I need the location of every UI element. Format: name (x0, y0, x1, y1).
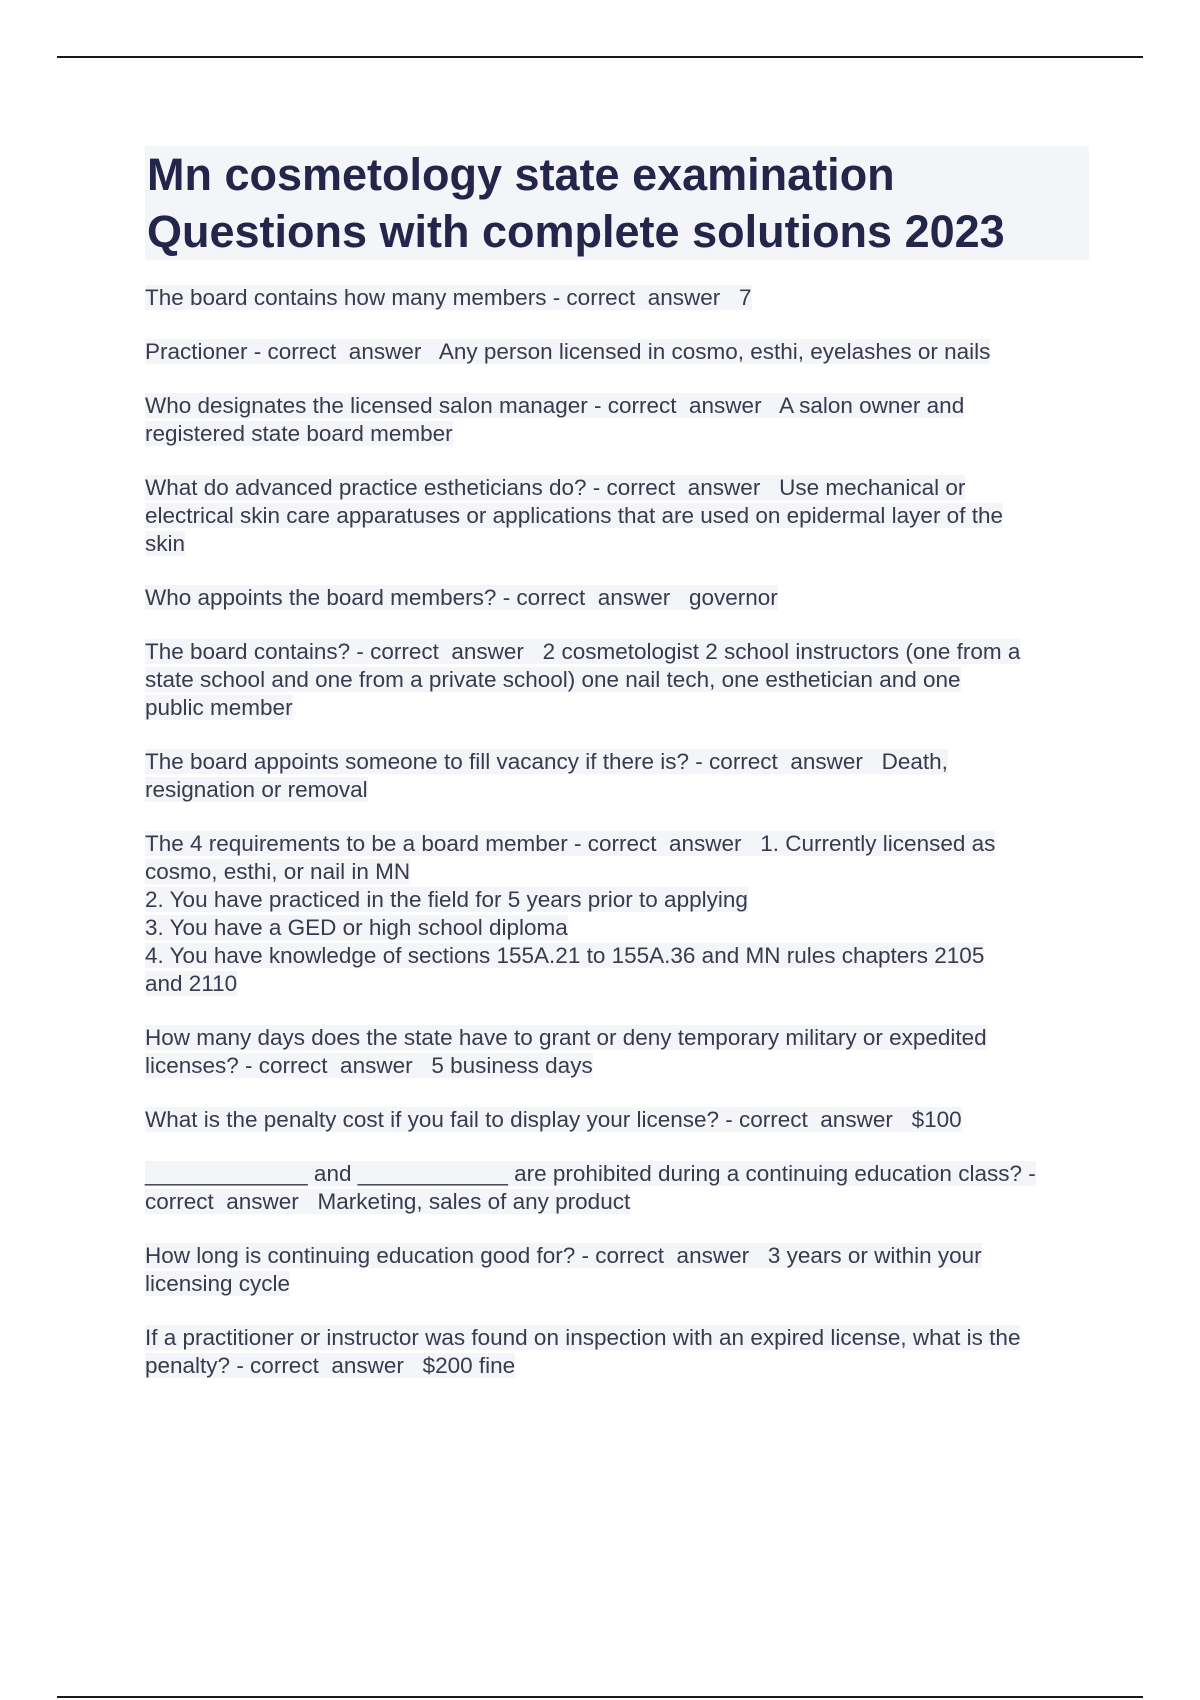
qa-line (145, 392, 1089, 420)
qa-item (145, 1160, 1089, 1216)
qa-line (145, 1352, 1089, 1380)
qa-line (145, 502, 1089, 530)
qa-line (145, 858, 1089, 886)
qa-text: The 4 requirements to be a board member - correct answer 1. Currently licensed as (145, 831, 996, 856)
qa-text: How long is continuing education good for? - correct answer 3 years or within your (145, 1243, 982, 1268)
qa-line (145, 1024, 1089, 1052)
qa-item (145, 474, 1089, 558)
qa-item (145, 392, 1089, 448)
qa-item (145, 584, 1089, 612)
qa-text: correct answer Marketing, sales of any product (145, 1189, 631, 1214)
qa-text: _____________ and ____________ are prohibited during a continuing education class? - (145, 1161, 1036, 1186)
title-line: Mn cosmetology state examination (147, 149, 895, 200)
qa-line (145, 776, 1089, 804)
qa-line (145, 284, 1089, 312)
qa-line (145, 474, 1089, 502)
qa-text: How many days does the state have to grant or deny temporary military or expedited (145, 1025, 987, 1050)
qa-text: Who designates the licensed salon manager - correct answer A salon owner and (145, 393, 965, 418)
qa-item (145, 638, 1089, 722)
qa-item (145, 830, 1089, 998)
qa-line (145, 1052, 1089, 1080)
qa-text: The board appoints someone to fill vacancy if there is? - correct answer Death, (145, 749, 948, 774)
qa-text: Who appoints the board members? - correct answer governor (145, 585, 778, 610)
qa-item (145, 1106, 1089, 1134)
qa-text: Practioner - correct answer Any person licensed in cosmo, esthi, eyelashes or nails (145, 339, 991, 364)
qa-text: cosmo, esthi, or nail in MN (145, 859, 411, 884)
qa-text: 2. You have practiced in the field for 5 years prior to applying (145, 887, 748, 912)
qa-item (145, 338, 1089, 366)
qa-text: state school and one from a private school) one nail tech, one esthetician and one (145, 667, 961, 692)
qa-line (145, 694, 1089, 722)
qa-line (145, 530, 1089, 558)
qa-line (145, 748, 1089, 776)
qa-item (145, 1324, 1089, 1380)
qa-item (145, 748, 1089, 804)
qa-line (145, 942, 1089, 970)
qa-item (145, 284, 1089, 312)
qa-line (145, 420, 1089, 448)
qa-text: and 2110 (145, 971, 238, 996)
qa-text: licensing cycle (145, 1271, 291, 1296)
qa-text: 3. You have a GED or high school diploma (145, 915, 568, 940)
document-body (145, 146, 1089, 1406)
qa-text: The board contains? - correct answer 2 cosmetologist 2 school instructors (one from a (145, 639, 1021, 664)
qa-line (145, 1324, 1089, 1352)
title-line: Questions with complete solutions 2023 (147, 206, 1005, 257)
qa-text: penalty? - correct answer $200 fine (145, 1353, 516, 1378)
qa-text: public member (145, 695, 293, 720)
qa-text: If a practitioner or instructor was found on inspection with an expired license, what is the (145, 1325, 1021, 1350)
top-rule (57, 56, 1143, 58)
qa-text: The board contains how many members - correct answer 7 (145, 285, 752, 310)
qa-line (145, 1242, 1089, 1270)
qa-line (145, 914, 1089, 942)
qa-text: skin (145, 531, 186, 556)
qa-line (145, 638, 1089, 666)
qa-line (145, 1270, 1089, 1298)
qa-text: resignation or removal (145, 777, 368, 802)
qa-line (145, 970, 1089, 998)
qa-line (145, 584, 1089, 612)
qa-text: 4. You have knowledge of sections 155A.21 to 155A.36 and MN rules chapters 2105 (145, 943, 985, 968)
qa-text: What do advanced practice estheticians do? - correct answer Use mechanical or (145, 475, 966, 500)
qa-text: registered state board member (145, 421, 453, 446)
qa-line (145, 1106, 1089, 1134)
page-title (145, 146, 1089, 260)
qa-item (145, 1242, 1089, 1298)
qa-text: licenses? - correct answer 5 business days (145, 1053, 593, 1078)
qa-line (145, 338, 1089, 366)
bottom-rule (57, 1696, 1143, 1698)
qa-line (145, 886, 1089, 914)
qa-line (145, 666, 1089, 694)
qa-text: What is the penalty cost if you fail to display your license? - correct answer $100 (145, 1107, 962, 1132)
qa-line (145, 1160, 1089, 1188)
qa-text: electrical skin care apparatuses or applications that are used on epidermal layer of the (145, 503, 1003, 528)
qa-line (145, 830, 1089, 858)
qa-line (145, 1188, 1089, 1216)
qa-item (145, 1024, 1089, 1080)
qa-list (145, 284, 1089, 1380)
